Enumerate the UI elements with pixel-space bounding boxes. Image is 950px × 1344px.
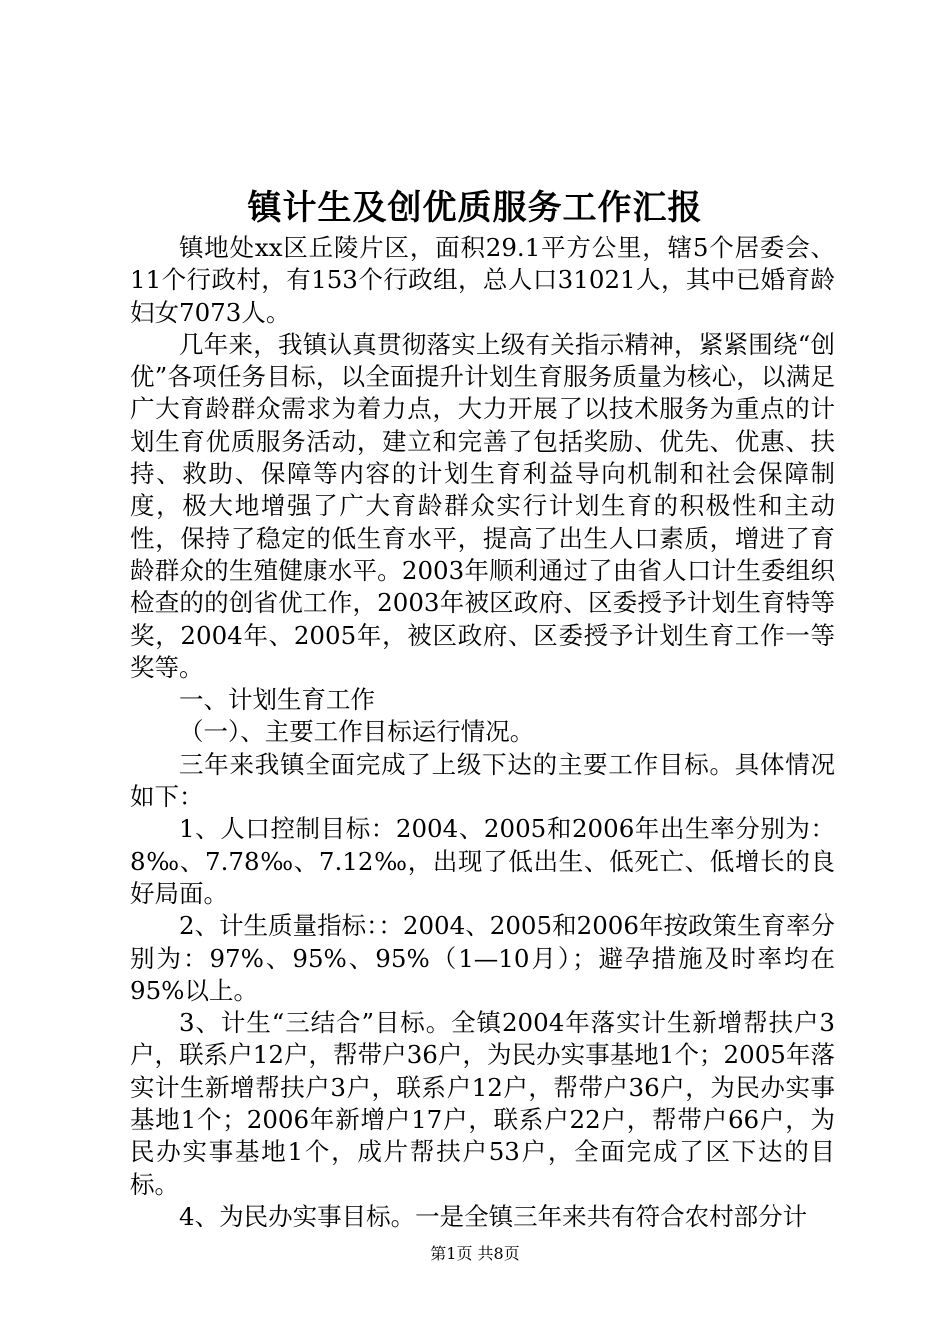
document-body bbox=[130, 232, 835, 1233]
paragraph-practical-affairs: 4、为民办实事目标。一是全镇三年来共有符合农村部分计 bbox=[179, 1201, 808, 1231]
page-number: 第1页 共8页 bbox=[430, 1244, 520, 1263]
paragraph-population-control: 1、人口控制目标：2004、2005和2006年出生率分别为：8‰、7.78‰、7.12‰，出现了低出生、低死亡、低增长的良好局面。 bbox=[130, 814, 835, 908]
document-title: 镇计生及创优质服务工作汇报 bbox=[247, 188, 703, 228]
paragraph-overview: 镇地处xx区丘陵片区，面积29.1平方公里，辖5个居委会、11个行政村，有153个行政组，总人口31021人，其中已婚育龄妇女7073人。 bbox=[130, 233, 835, 327]
paragraph-three-combinations: 3、计生“三结合”目标。全镇2004年落实计生新增帮扶户3户，联系户12户，帮带户36户，为民办实事基地1个；2005年落实计生新增帮扶户3户，联系户12户，帮带户36户，为民办实事基地1个；2006年新增户17户，联系户22户，帮带户66户，为民办实事基地1个，成片帮扶户53户，全面完成了区下达的目标。 bbox=[130, 1008, 835, 1199]
section-heading-family-planning: 一、计划生育工作 bbox=[179, 685, 375, 715]
paragraph-achievements: 几年来，我镇认真贯彻落实上级有关指示精神，紧紧围绕“创优”各项任务目标，以全面提升计划生育服务质量为核心，以满足广大育龄群众需求为着力点，大力开展了以技术服务为重点的计划生育优质服务活动，建立和完善了包括奖励、优先、优惠、扶持、救助、保障等内容的计划生育利益导向机制和社会保障制度，极大地增强了广大育龄群众实行计划生育的积极性和主动性，保持了稳定的低生育水平，提高了出生人口素质，增进了育龄群众的生殖健康水平。2003年顺利通过了由省人口计生委组织检查的的创省优工作，2003年被区政府、区委授予计划生育特等奖，2004年、2005年，被区政府、区委授予计划生育工作一等奖等。 bbox=[130, 329, 835, 682]
paragraph-quality-indicators: 2、计生质量指标：：2004、2005和2006年按政策生育率分别为：97%、95%、95%（1—10月）；避孕措施及时率均在95%以上。 bbox=[130, 911, 835, 1005]
paragraph-targets-intro: 三年来我镇全面完成了上级下达的主要工作目标。具体情况如下： bbox=[130, 749, 835, 812]
subsection-heading-targets: （一）、主要工作目标运行情况。 bbox=[179, 717, 535, 747]
